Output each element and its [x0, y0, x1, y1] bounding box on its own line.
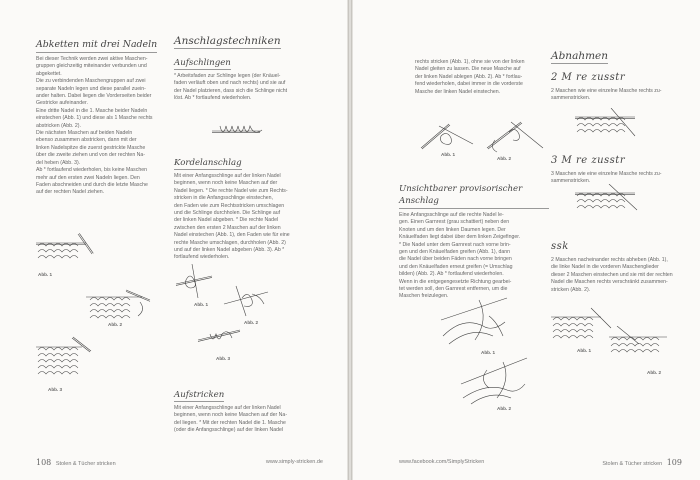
- heading-three-needle: Abketten mit drei Nadeln: [36, 39, 157, 53]
- left-footer-url: www.simply-stricken.de: [265, 459, 323, 465]
- right-footer-url: www.facebook.com/SimplyStricken: [399, 459, 485, 465]
- kordelanschlag-text: Mit einer Anfangsschlinge auf der linken Nadel beginnen, wenn noch keine Maschen auf der Nadel liegen. * Die rechte Nadel wie zum Rechts- stricken in die Anfangsschlinge einstechen, den Faden wie zum Rechtsstricken umschlagen und die Schlinge durchholen. Die Schlinge auf der linken Nadel abgeben. * Die rechte Nadel zwischen den ersten 2 Maschen auf der linken Nadel einstechen (Abb. 1), den Faden wie für eine rechte Masche umschlagen, durchholen (Abb. 2) und auf der linken Nadel abgeben (Abb. 3). Ab * fortlaufend wiederholen.: [174, 173, 290, 261]
- figure-label: Abb. 2: [244, 320, 259, 325]
- ssk-figure-1: [551, 306, 613, 353]
- ssk-text: 2 Maschen nacheinander rechts abheben (Abb. 1), die linke Nadel in die vorderen Maschenglieder dieser 2 Maschen einstechen und sie mit der rechten Nadel die Maschen rechts verschränkt zusammen- stricken (Abb. 2).: [551, 257, 673, 293]
- figure-label: Abb. 1: [38, 272, 53, 277]
- three-needle-text: Bei dieser Technik werden zwei aktive Maschen- gruppen gleichzeitig miteinander verbunden und abgekettet. Die zu verbindenden Maschengruppen auf zwei separate Nadeln legen und diese parallel zuein- ander halten. Dabei liegen die Vorderseiten beider Gestricke aufeinander. Eine dritte Nadel in die 1. Masche beider Nadeln einstechen (Abb. 1) und diese als 1 Masche rechts abstricken (Abb. 2). Die nächsten Maschen auf beiden Nadeln ebenso zusammen abstricken, dann mit der linken Nadelspitze die zuerst gestrickte Masche über die zweite ziehen und von der rechten Na- del heben (Abb. 3). Ab * fortlaufend wiederholen, bis keine Maschen mehr auf den ersten zwei Nadeln liegen. Den Faden abschneiden und durch die letzte Masche auf der rechten Nadel ziehen.: [36, 56, 153, 196]
- aufstricken-continued-text: rechts stricken (Abb. 1), ohne sie von der linken Nadel gleiten zu lassen. Die neue Masche auf der linken Nadel ablegen (Abb. 2). Ab * fortlau- fend wiederholen, dabei immer in die vorderste Masche der linken Nadel einstechen.: [415, 59, 525, 95]
- figure-label: Abb. 2: [497, 156, 512, 161]
- aufstricken-continued: [415, 59, 555, 96]
- decreases-section: [551, 46, 679, 103]
- kordelanschlag-figure-2: [222, 284, 270, 325]
- subheading-kordelanschlag: Kordelanschlag: [174, 158, 242, 168]
- aufstricken-figure-1: [419, 120, 475, 156]
- figure-label: Abb. 1: [577, 348, 592, 353]
- right-footer: [602, 458, 682, 467]
- subheading-ssk: ssk: [551, 241, 569, 252]
- aufschlingen-text: * Arbeitsfaden zur Schlinge legen (der Knäuel- faden verläuft oben und nach rechts) und sie auf der Nadel platzieren, dass sich die Schlinge nicht löst. Ab * fortlaufend wiederholen.: [174, 73, 288, 102]
- page-number-left: 108: [36, 458, 52, 467]
- figure-label: Abb. 2: [497, 406, 512, 411]
- aufstricken-section: [174, 384, 304, 435]
- aufstricken-figure-2: [485, 118, 545, 161]
- cast-on-section: [174, 31, 304, 103]
- ssk-section: [551, 236, 679, 294]
- kordelanschlag-figure-1: [174, 262, 214, 307]
- subheading-k2tog: 2 M re zusstr: [551, 72, 626, 83]
- subheading-aufschlingen: Aufschlingen: [174, 58, 231, 68]
- aufschlingen-figure: [212, 120, 264, 142]
- heading-decreases: Abnahmen: [551, 50, 609, 62]
- kordelanschlag-figure-3: [196, 324, 242, 361]
- aufstricken-text: Mit einer Anfangsschlinge auf der linken Nadel beginnen, wenn noch keine Maschen auf der Na- del liegen. * Mit der rechten Nadel die 1. Masche (oder die Anfangsschlinge) auf der linken Nadel: [174, 405, 288, 434]
- heading-cast-on: Anschlagstechniken: [174, 35, 281, 47]
- k2tog-text: 2 Maschen wie eine einzelne Masche rechts zu- sammenstricken.: [551, 88, 662, 102]
- figure-label: Abb. 3: [48, 387, 63, 392]
- provisional-cast-on-figure-2: [457, 354, 529, 411]
- k3tog-section: [551, 150, 679, 186]
- left-page: [0, 0, 348, 480]
- ssk-figure-2: [609, 326, 671, 375]
- figure-label: Abb. 3: [216, 356, 231, 361]
- figure-label: Abb. 2: [647, 370, 662, 375]
- figure-label: Abb. 1: [441, 152, 456, 157]
- figure-label: Abb. 2: [108, 322, 123, 327]
- three-needle-figure-2: [86, 288, 152, 328]
- left-footer: [36, 458, 116, 467]
- three-needle-figure-1: [36, 232, 94, 277]
- page-number-right: 109: [666, 458, 682, 467]
- subheading-k3tog: 3 M re zusstr: [551, 155, 626, 166]
- provisional-cast-on-text: Eine Anfangsschlinge auf die rechte Nadel le- gen. Einen Garnrest (grau schattiert) neben den Knoten und um den linken Daumen legen. Der Knäuelfaden liegt dabei über dem linken Zeigefinger. * Die Nadel unter dem Garnrest nach vorne brin- gen und den Knäuelfaden greifen (Abb. 1), dann die Nadel über beiden Fäden nach vorne bringen und den Knäuelfaden erneut greifen (= Umschlag bilden) (Abb. 2). Ab * fortlaufend wiederholen. Wenn in die entgegengesetzte Richtung gearbei- tet werden soll, den Garnrest entfernen, um die Maschen freizulegen.: [399, 212, 521, 300]
- provisional-cast-on-figure-1: [439, 296, 509, 355]
- figure-label: Abb. 1: [194, 302, 209, 307]
- right-page: [352, 0, 700, 480]
- kordelanschlag-section: [174, 152, 304, 262]
- three-needle-bindoff-section: [36, 34, 164, 197]
- k2tog-figure: [575, 108, 641, 142]
- three-needle-figure-3: [36, 336, 92, 392]
- figure-label: Abb. 1: [481, 350, 496, 355]
- k3tog-figure: [575, 184, 641, 218]
- subheading-aufstricken: Aufstricken: [174, 390, 225, 400]
- section-title-left: Stolen & Tücher stricken: [55, 461, 116, 467]
- provisional-cast-on-section: [399, 183, 549, 301]
- k3tog-text: 3 Maschen wie eine einzelne Masche rechts zu- sammenstricken.: [551, 171, 662, 185]
- heading-provisional-cast-on: Unsichtbarer provisorischer Anschlag: [399, 183, 549, 209]
- section-title-right: Stolen & Tücher stricken: [602, 461, 663, 467]
